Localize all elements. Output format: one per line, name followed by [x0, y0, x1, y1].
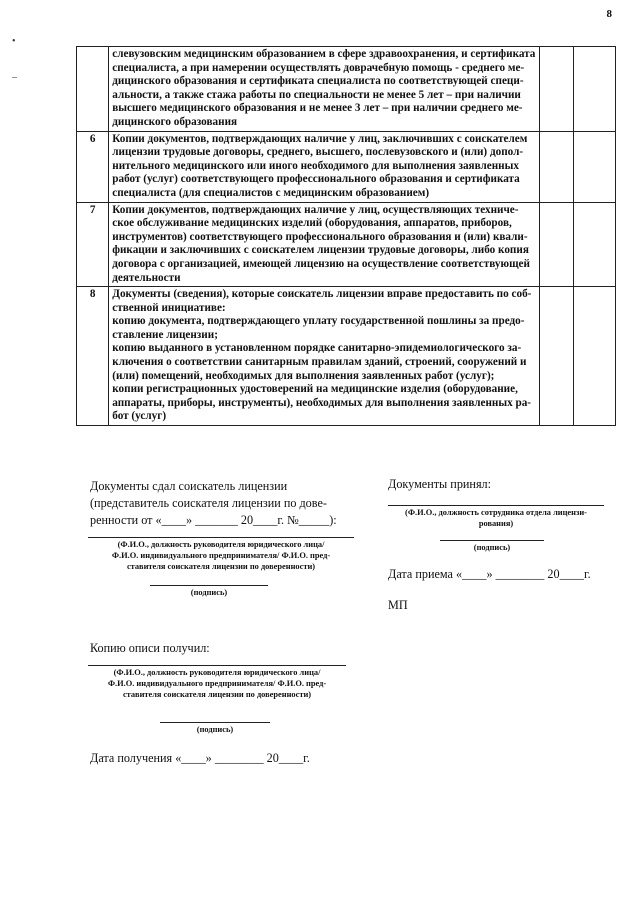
- name-field-line[interactable]: [88, 665, 346, 666]
- acceptance-date: Дата приема «____» ________ 20____г.: [388, 567, 591, 581]
- caption-line: (Ф.И.О., должность сотрудника отдела лицензи-: [405, 508, 587, 517]
- receipt-date: Дата получения «____» ________ 20____г.: [90, 751, 310, 765]
- text-line: ственной инициативе:: [112, 301, 226, 314]
- table-row: [77, 287, 616, 426]
- table-row-continuation: [77, 47, 616, 132]
- row-text-cell: [109, 131, 540, 202]
- text-line: фикации и заключивших с соискателем лицензии трудовые договоры, либо копия: [112, 244, 529, 257]
- text-line: нительного медицинского или иного необходимого для выполнения заявленных: [112, 159, 519, 172]
- blank-cell[interactable]: [574, 202, 616, 287]
- handed-over-line: Документы сдал соискатель лицензии: [90, 479, 288, 493]
- text-line: специалиста, а при намерении осуществлять доврачебную помощь - среднего ме-: [112, 61, 525, 74]
- text-line: копию документа, подтверждающего уплату государственной пошлины за предо-: [112, 315, 525, 328]
- handed-over-block: [90, 478, 346, 529]
- text-line: копии регистрационных удостоверений на медицинские изделия (оборудование,: [112, 383, 518, 396]
- text-line: Копии документов, подтверждающих наличие у лиц, заключивших с соискателем: [112, 132, 528, 145]
- blank-cell[interactable]: [574, 47, 616, 132]
- row-text-cell: [109, 47, 540, 132]
- text-line: ставление лицензии;: [112, 328, 218, 341]
- margin-mark-dot: •: [12, 36, 16, 47]
- signature-caption: (подпись): [473, 543, 511, 552]
- name-field-line[interactable]: [88, 537, 354, 538]
- row-number: 7: [77, 202, 109, 287]
- text-line: высшего медицинского образования и не менее 3 лет – при наличии среднего ме-: [112, 102, 523, 115]
- page-number: 8: [606, 8, 612, 20]
- documents-table: [76, 46, 616, 426]
- row-text-cell: [109, 202, 540, 287]
- handed-over-line: (представитель соискателя лицензии по дове-: [90, 496, 327, 510]
- signature-caption: (подпись): [190, 588, 228, 597]
- signature-field-line[interactable]: [440, 540, 544, 541]
- name-field-caption: [88, 667, 346, 700]
- margin-mark-dash: –: [12, 72, 17, 83]
- text-line: альности, а также стажа работы по специальности не менее 5 лет – при наличии: [112, 88, 521, 101]
- text-line: ское обслуживание медицинских изделий (оборудования, аппаратов, приборов,: [112, 217, 512, 230]
- blank-cell[interactable]: [540, 47, 574, 132]
- caption-line: рования): [478, 519, 514, 528]
- text-line: лицензии трудовые договоры, среднего, высшего, послевузовского и (или) допол-: [112, 146, 524, 159]
- blank-cell[interactable]: [540, 287, 574, 426]
- row-number-cell: [77, 47, 109, 132]
- row-number: 6: [77, 131, 109, 202]
- caption-line: Ф.И.О. индивидуального предпринимателя/ Ф.И.О. пред-: [107, 679, 327, 688]
- accepted-title: Документы принял:: [388, 477, 492, 491]
- table-row: [77, 131, 616, 202]
- text-line: аппараты, приборы, инструменты), необходимых для выполнения заявленных ра-: [112, 396, 532, 409]
- text-line: Копии документов, подтверждающих наличие у лиц, осуществляющих техниче-: [112, 203, 519, 216]
- name-field-caption: [88, 539, 354, 572]
- text-line: дицинского образования: [112, 115, 238, 128]
- text-line: договора с организацией, имеющей лицензию на осуществление соответствующей: [112, 257, 530, 270]
- signature-caption: (подпись): [196, 725, 234, 734]
- blank-cell[interactable]: [574, 287, 616, 426]
- blank-cell[interactable]: [540, 131, 574, 202]
- text-line: бот (услуг): [112, 410, 167, 423]
- copy-received-title: Копию описи получил:: [90, 641, 210, 655]
- caption-line: Ф.И.О. индивидуального предпринимателя/ Ф.И.О. пред-: [111, 551, 331, 560]
- text-line: (или) помещений, необходимых для выполнения заявленных работ (услуг);: [112, 369, 495, 382]
- name-field-caption: [388, 507, 604, 529]
- name-field-line[interactable]: [388, 505, 604, 506]
- row-text-cell: [109, 287, 540, 426]
- text-line: инструментов) соответствующего профессионального образования и (или) квали-: [112, 230, 528, 243]
- caption-line: ставителя соискателя лицензии по доверенности): [122, 690, 312, 699]
- caption-line: (Ф.И.О., должность руководителя юридического лица/: [113, 668, 321, 677]
- text-line: дицинского образования и сертификата специалиста по соответствующей специ-: [112, 75, 524, 88]
- blank-cell[interactable]: [574, 131, 616, 202]
- signature-field-line[interactable]: [150, 585, 268, 586]
- row-number: 8: [77, 287, 109, 426]
- text-line: специалиста (для специалистов с медицинским образованием): [112, 186, 430, 199]
- blank-cell[interactable]: [540, 202, 574, 287]
- handed-over-line: ренности от «____» _______ 20____г. №_____):: [90, 513, 337, 527]
- text-line: ключения о соответствии санитарным правилам зданий, строений, сооружений и: [112, 356, 527, 369]
- text-line: работ (услуг) соответствующего профессионального образования и сертификата: [112, 173, 520, 186]
- text-line: слевузовским медицинским образованием в сфере здравоохранения, и сертификата: [112, 48, 536, 60]
- text-line: Документы (сведения), которые соискатель лицензии вправе предоставить по соб-: [112, 288, 532, 301]
- table-row: [77, 202, 616, 287]
- text-line: копию выданного в установленном порядке санитарно-эпидемиологического за-: [112, 342, 522, 355]
- caption-line: (Ф.И.О., должность руководителя юридического лица/: [117, 540, 325, 549]
- signature-field-line[interactable]: [160, 722, 270, 723]
- stamp-place: МП: [388, 598, 408, 612]
- text-line: деятельности: [112, 271, 181, 284]
- caption-line: ставителя соискателя лицензии по доверенности): [126, 562, 316, 571]
